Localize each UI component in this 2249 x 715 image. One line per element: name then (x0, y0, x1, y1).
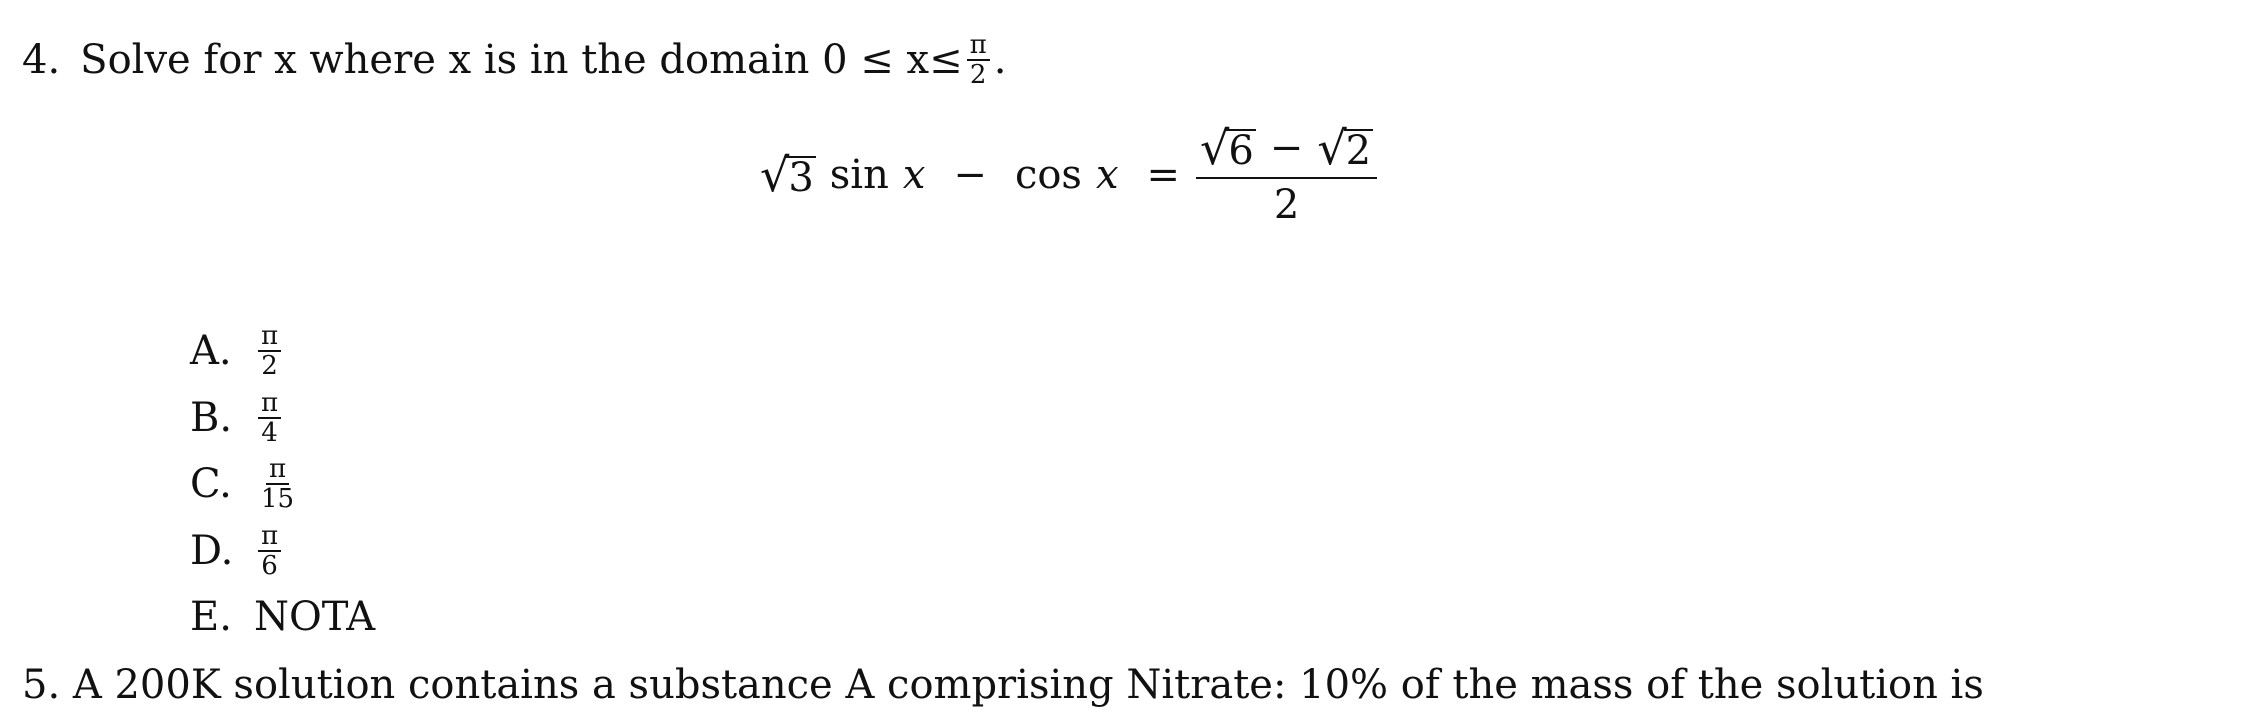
radical-sign: √ (760, 148, 790, 202)
choice-numerator: π (258, 390, 281, 419)
choice-letter: C. (190, 461, 232, 508)
domain-upper-fraction (967, 32, 990, 88)
choice-numerator: π (258, 323, 281, 352)
question-text: Solve for x where x is in the domain 0 ≤ x≤ (80, 37, 963, 83)
choice-numerator: π (266, 456, 289, 485)
rhs-minus-sign: − (1269, 125, 1304, 171)
choice-e[interactable] (190, 584, 375, 651)
choice-fraction (258, 387, 281, 448)
choice-fraction (258, 321, 281, 382)
rhs-denominator: 2 (1273, 182, 1300, 228)
next-question-partial: 5. A 200K solution contains a substance A comprising Nitrate: 10% of the mass of the solution is (22, 662, 1984, 708)
variable-x-2: x (1095, 152, 1119, 198)
sqrt-two-arg: 2 (1345, 128, 1372, 174)
choice-text: NOTA (254, 594, 376, 641)
sqrt-six (1200, 121, 1256, 175)
question-4-prompt (22, 30, 1006, 90)
choice-letter: D. (190, 527, 234, 574)
cos-function: cos (1014, 152, 1082, 198)
radical-sign: √ (1317, 121, 1347, 175)
display-equation (760, 121, 1377, 228)
sqrt-six-arg: 6 (1228, 128, 1254, 174)
sqrt-three (760, 148, 816, 202)
rhs-fraction (1196, 121, 1377, 228)
choice-denominator: 2 (261, 351, 278, 382)
rhs-numerator (1196, 121, 1377, 179)
question-period: . (993, 37, 1007, 83)
choice-letter: B. (190, 394, 233, 441)
choice-fraction (258, 454, 297, 515)
sin-function: sin (829, 152, 889, 198)
radical-sign: √ (1200, 121, 1230, 175)
sqrt-three-arg: 3 (788, 155, 814, 201)
choice-b[interactable] (190, 385, 375, 452)
choice-c[interactable] (190, 451, 375, 518)
choice-fraction (258, 520, 281, 581)
variable-x-1: x (902, 152, 926, 198)
choice-denominator: 15 (261, 484, 295, 515)
choice-denominator: 6 (261, 550, 278, 581)
domain-upper-numerator: π (967, 32, 990, 61)
answer-choices (190, 318, 375, 651)
choice-numerator: π (258, 523, 281, 552)
minus-sign: − (953, 152, 987, 198)
question-number: 4. (22, 37, 61, 83)
choice-letter: E. (190, 594, 232, 641)
equals-sign: = (1146, 152, 1181, 198)
choice-denominator: 4 (261, 417, 278, 448)
sqrt-two (1317, 121, 1373, 175)
choice-a[interactable] (190, 318, 375, 385)
choice-d[interactable] (190, 518, 375, 585)
domain-upper-denominator: 2 (969, 60, 987, 90)
choice-letter: A. (190, 328, 232, 375)
